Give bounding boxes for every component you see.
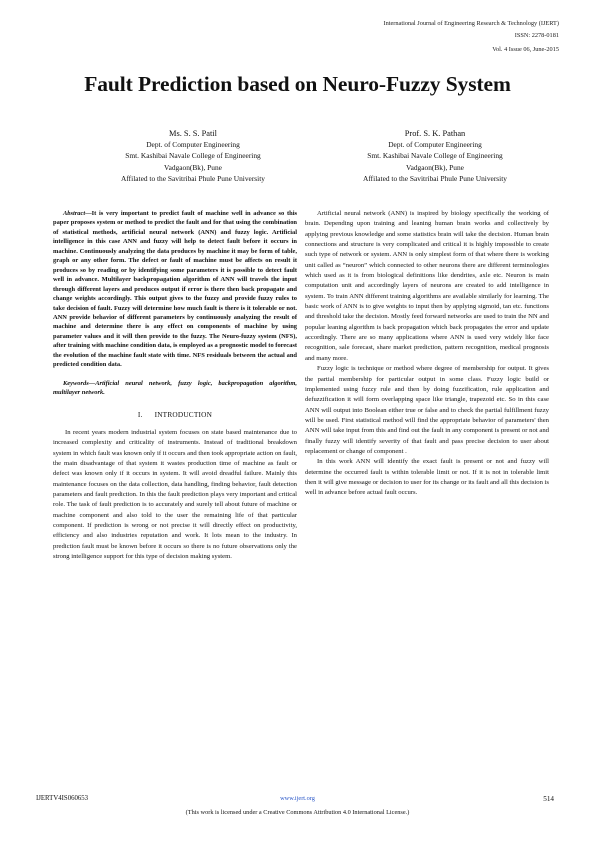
issn: ISSN: 2278-0181: [514, 32, 559, 39]
author-university: Affilated to the Savitribai Phule Pune University: [363, 173, 507, 183]
journal-name: International Journal of Engineering Research & Technology (IJERT): [383, 20, 559, 27]
volume-issue: Vol. 4 Issue 06, June-2015: [492, 46, 559, 53]
intro-paragraph: In recent years modern industrial system focuses on state based maintenance due to increased complexity and criticality of instruments. Instead of traditional breakdown system in which fault was known only if it occurs and then took appropriate action on fault, the main disadvantage of that system it wastes production time of machine as fault or defect was known only if it occurs in system. It will avoid dreadful failure. Mainly this maintenance focuses on the data collection, data handling, finding behavior, fault detection parameters and fault prediction. In this the fault prediction plays very important and critical role. The task of fault prediction is to accurately and surely tell about future of machine or machine component and also told to the user the remaining life of that particular component. If prediction is wrong or not precise it will directly effect on productivity, efficiency and also industries reputation and work. It lots mean to the industry. In prediction fault must be known before it occurs so there is no future observations only the strong intelligence support for this type of decision making system.: [53, 428, 297, 561]
paragraph-fuzzy: Fuzzy logic is technique or method where degree of membership for output. It gives the partial membership for particular output in some class. Fuzzy logic build or implemented using fuzzy rule and then by doing fuzzification, rule application and defuzzification it will form overlapping space like triangle, trapezoid etc. So in this case ANN will output into Boolean either true or false and to check the partial fulfillment fuzzy will be used. First statistical method will find the appropriate behavior of parameters' then ANN will take input from this and find out the fault in any component is present or not and finally fuzzy will identify severity of that fault and pass precise decision to user about replacement or change of component .: [305, 365, 549, 455]
author-block-1: [78, 128, 308, 184]
author-university: Affilated to the Savitribai Phule Pune University: [121, 173, 265, 183]
author-place: Vadgaon(Bk), Pune: [164, 162, 222, 172]
section-number: I.: [137, 409, 143, 419]
paragraph-ann: Artificial neural network (ANN) is inspired by biology specifically the working of brain. Depending upon training and leaning human brain works and collectively by applying previous knowledge and some statistics brain will take the decision. Human brain connections and structure is very complicated and critical it is highly impossible to create such type of network or system. ANN is only simplest form of that where there is working unit called as “neuron” which connected to other neurons there are different terminologies which used as it is from biological definitions like dendrites, axle etc. Neuron is main computation unit and accordingly layers of neurons are created to add intelligence in system. To train ANN different training algorithms are available similarly for learning. The basic work of ANN is to give weights to input then by applying sigmoid, tan etc. functions and threshold take the decision. Mostly feed forward networks are used to train the NN and popular leaning algorithm is back propagation which back propagates the error and update accordingly. There are so many applications where ANN is used very widely like face recognition, sale forecast, share market prediction, pattern recognition, medical prognosis and many more.: [305, 210, 549, 362]
author-dept: Dept. of Computer Engineering: [146, 140, 240, 150]
section-heading: [53, 410, 297, 420]
author-college: Smt. Kashibai Navale College of Engineering: [367, 151, 503, 161]
section-title: INTRODUCTION: [154, 409, 213, 419]
abstract: [53, 209, 297, 370]
author-block-2: [320, 128, 550, 184]
paper-id: IJERTV4IS060653: [36, 795, 89, 802]
left-column: [53, 209, 297, 562]
abstract-label: Abstract: [63, 210, 86, 217]
journal-url-link[interactable]: www.ijert.org: [280, 795, 315, 802]
right-column: [305, 209, 549, 499]
author-place: Vadgaon(Bk), Pune: [406, 162, 464, 172]
author-dept: Dept. of Computer Engineering: [388, 140, 482, 150]
abstract-text: —It is very important to predict fault of machine well in advance so this paper proposes system or method to predict the fault and for that using the combination of statistical methods, artificial neural network (ANN) and fuzzy logic. Artificial intelligence in this case ANN and fuzzy will help to detect fault before it occurs in machine. Continuously analyzing the data produces by machine it may be form of table, graph or any other form. The defect or fault of machine must be affects on result it produces so by reading or by identifying some parameters it is possible to detect fault well in advance. Multilayer backpropagation algorithm of ANN will travels the input through different layers and produces output if error is there then back propagate and change weights accordingly. This output gives to the fuzzy and provide fuzzy rules to take decision of fault. Fuzzy will determine how much fault is there is it tolerable or not. ANN provide behavior of different parameters by continuously analyzing the result of machine and determine there is any effect on components of machine by using parameter values and it will then provide to the fuzzy. The Neuro-fuzzy system (NFS), after training with machine condition data, is employed as a prognostic model to forecast the evolution of the machine fault state with time. NFS residuals between the actual and predicted condition data.: [53, 210, 297, 369]
author-name: Prof. S. K. Pathan: [404, 129, 466, 138]
page-number: 514: [543, 795, 554, 803]
license-note: (This work is licensed under a Creative Commons Attribution 4.0 International License.): [185, 809, 410, 816]
paper-title: Fault Prediction based on Neuro-Fuzzy System: [84, 72, 511, 96]
author-college: Smt. Kashibai Navale College of Engineering: [125, 151, 261, 161]
author-name: Ms. S. S. Patil: [169, 129, 217, 138]
paragraph-work: In this work ANN will identify the exact fault is present or not and fuzzy will determine the occurred fault is within tolerable limit or not. If it is not in tolerable limit then it will give message or decision to user for its change or its fault and all this decision is well in advance before actual fault occurs.: [305, 458, 549, 497]
keywords: Keywords—Artificial neural network, fuzzy logic, backpropagation algorithm, multilayer network.: [53, 379, 297, 397]
